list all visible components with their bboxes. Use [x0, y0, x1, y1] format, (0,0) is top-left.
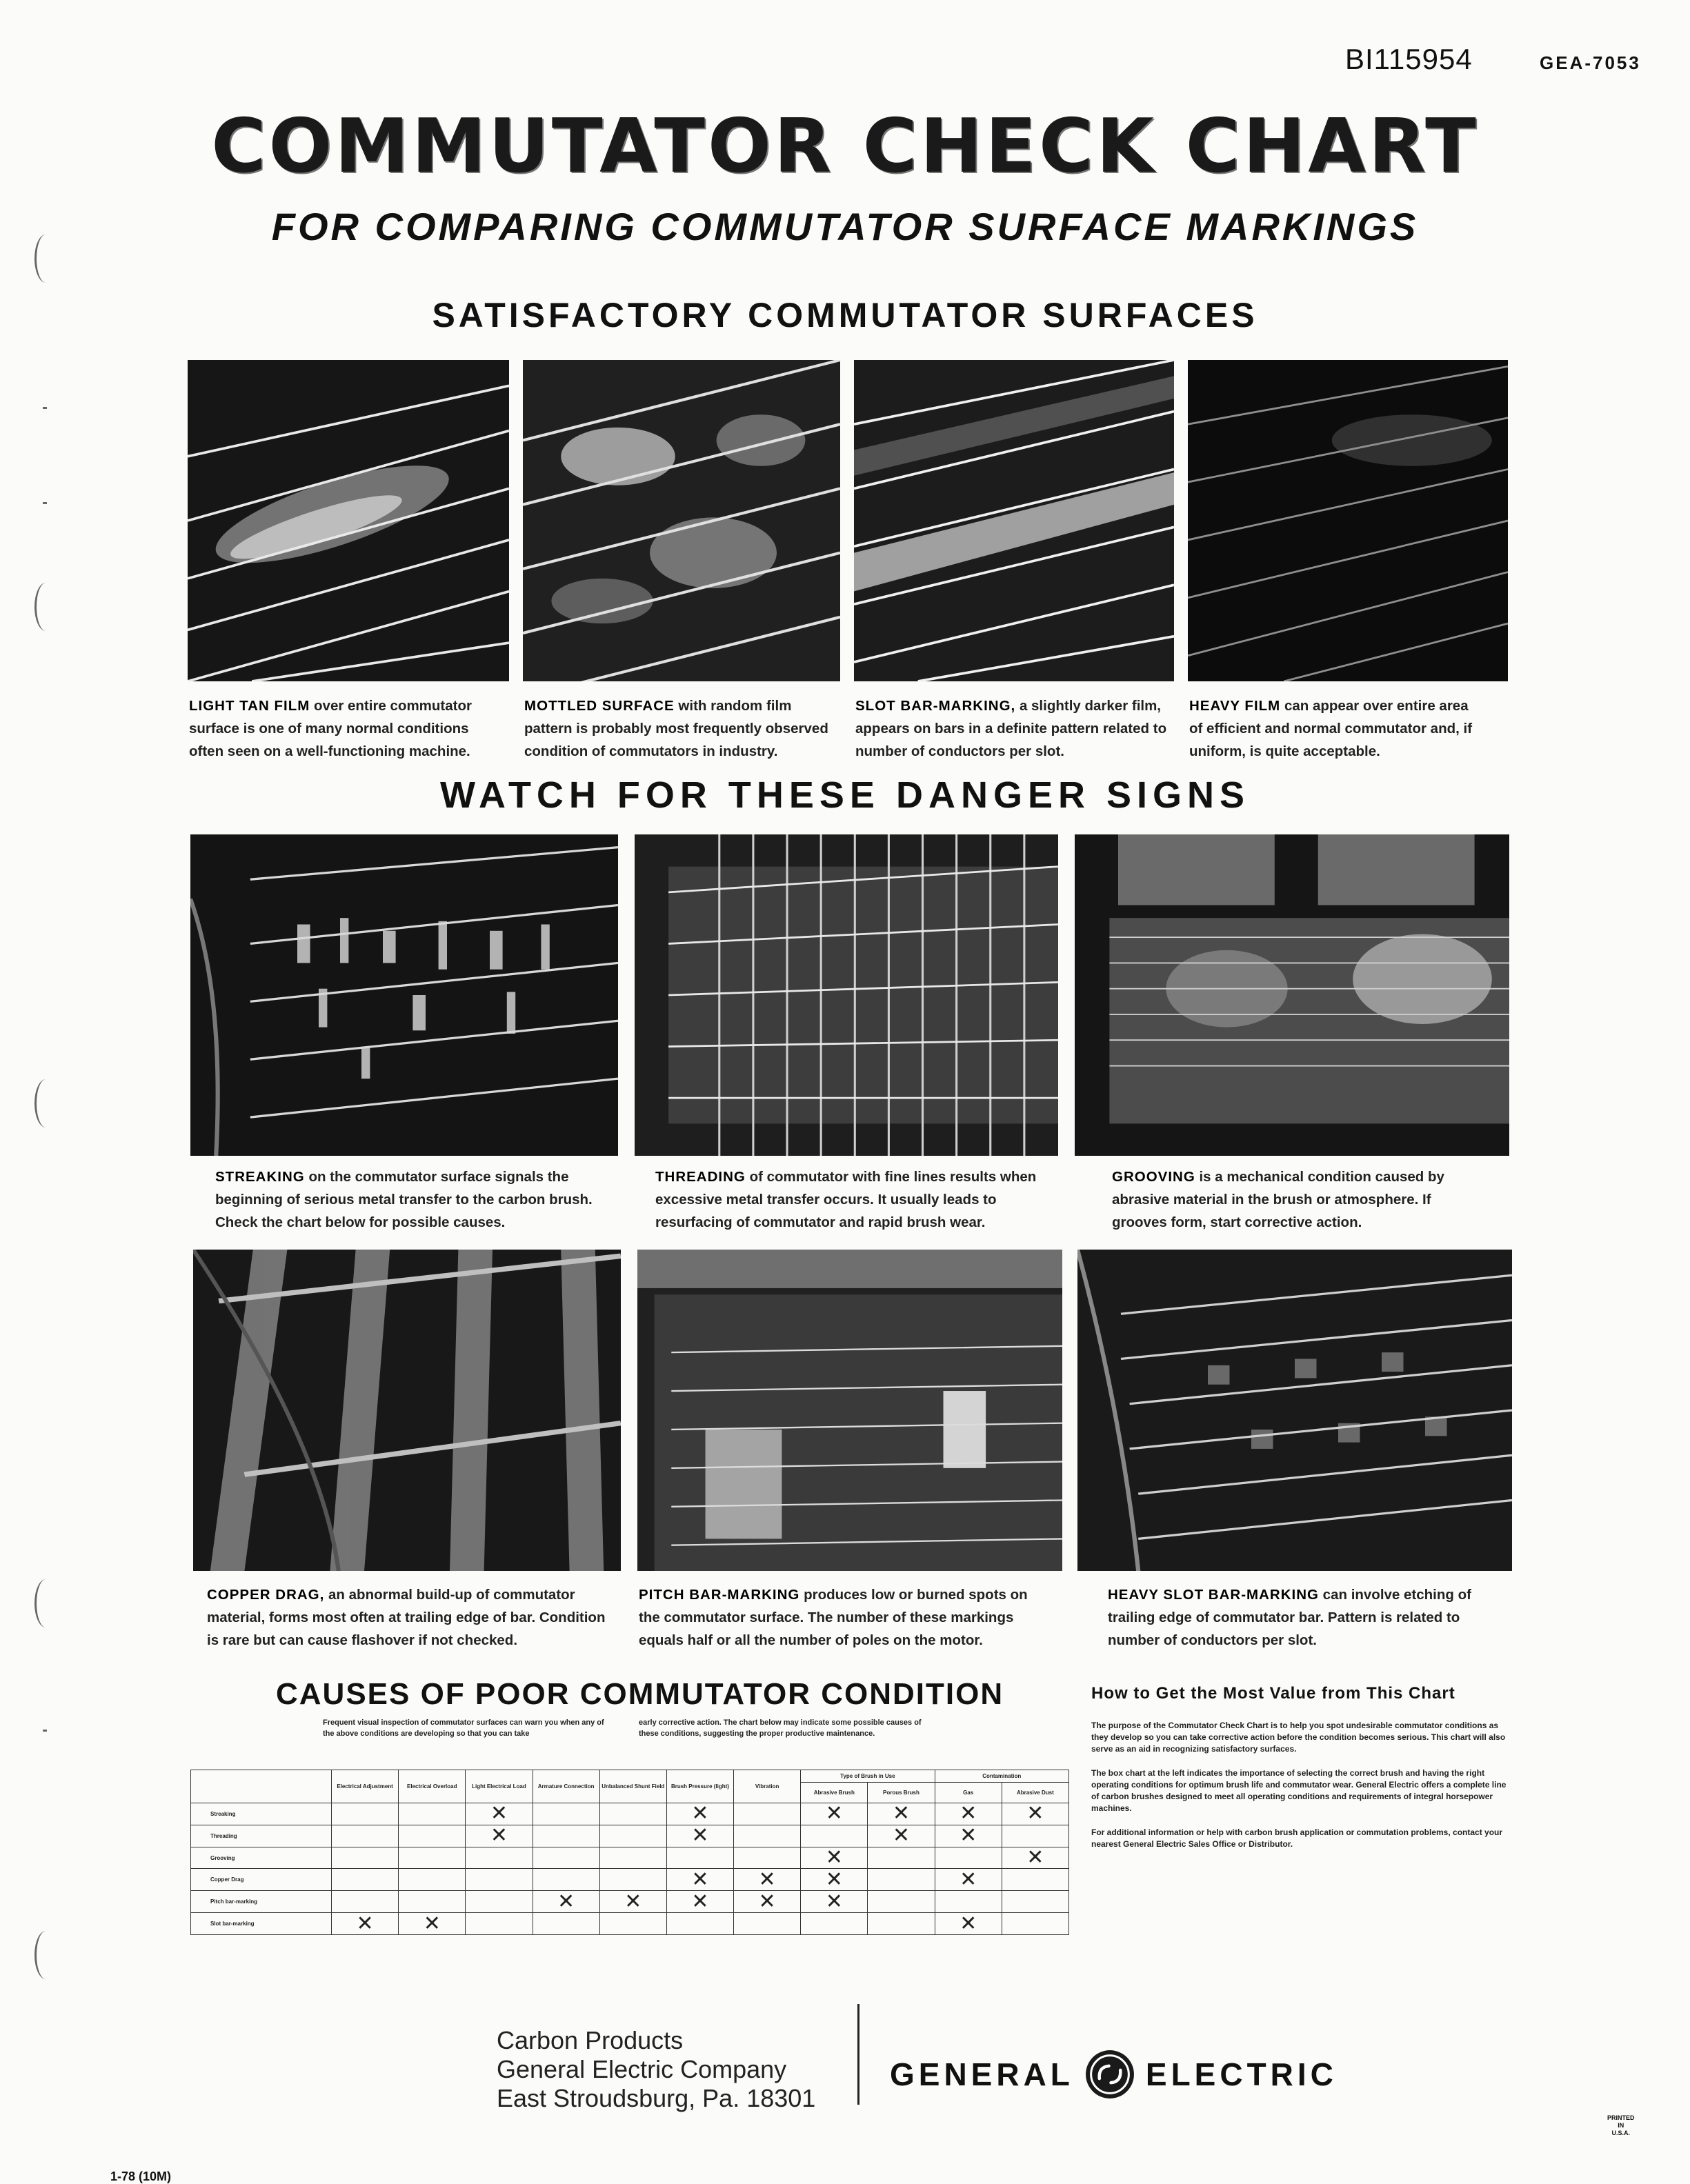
table-cell [466, 1891, 533, 1913]
margin-mark [43, 407, 47, 409]
table-cell [734, 1913, 801, 1935]
table-cell [868, 1847, 935, 1869]
howto-title: How to Get the Most Value from This Chart [1091, 1684, 1455, 1703]
caption-slot-bar-marking [855, 694, 1171, 763]
table-cell [332, 1847, 399, 1869]
howto-paragraph: The box chart at the left indicates the importance of selecting the correct brush and having the right operating conditions for optimum brush life and commutator wear. General Electric offers a complete line of carbon brushes designed to meet all operating conditions and requirements of integral horsepower machines. [1091, 1768, 1507, 1813]
table-cell [533, 1913, 599, 1935]
margin-mark [43, 1730, 47, 1732]
cause-mark: ✕ [666, 1891, 733, 1913]
page-subtitle: FOR COMPARING COMMUTATOR SURFACE MARKINGS [271, 205, 1419, 248]
caption-text: on the commutator surface signals the beginning of serious metal transfer to the carbon brush. Check the chart below for possible causes. [215, 1169, 593, 1230]
howto-paragraph: The purpose of the Commutator Check Chart is to help you spot undesirable commutator conditions as they develop so you can take corrective action before the condition becomes serious. This chart will also serve as an aid in recognizing satisfactory surfaces. [1091, 1721, 1506, 1754]
cause-mark: ✕ [332, 1913, 399, 1935]
footer-divider [857, 2004, 859, 2105]
table-row [191, 1847, 1069, 1869]
cause-mark: ✕ [801, 1847, 868, 1869]
table-cell [734, 1825, 801, 1847]
caption-term: HEAVY FILM [1189, 698, 1281, 714]
howto-paragraph: For additional information or help with carbon brush application or commutation problems, contact your nearest General Electric Sales Office or Distributor. [1091, 1827, 1503, 1849]
table-row [191, 1825, 1069, 1847]
photo-mottled-surface [523, 360, 840, 681]
caption-heavy-slot-bar-marking [1108, 1583, 1480, 1652]
caption-term: GROOVING [1112, 1169, 1195, 1185]
column-header: Armature Connection [533, 1770, 599, 1803]
ge-monogram-logo [1084, 2048, 1136, 2101]
column-header: Gas [935, 1783, 1002, 1803]
printed-line: IN [1618, 2122, 1624, 2129]
column-header: Electrical Adjustment [332, 1770, 399, 1803]
table-cell [599, 1869, 666, 1891]
cause-mark: ✕ [868, 1803, 935, 1825]
ge-brand [890, 2048, 1338, 2101]
caption-copper-drag [207, 1583, 607, 1652]
row-label: Streaking [191, 1803, 332, 1825]
causes-intro-left: Frequent visual inspection of commutator surfaces can warn you when any of the above conditions are developing so that you can take [323, 1719, 604, 1738]
address-line: Carbon Products [497, 2026, 684, 2054]
binder-hole [34, 1931, 57, 1979]
caption-heavy-film [1189, 694, 1479, 763]
cause-mark: ✕ [599, 1891, 666, 1913]
caption-text: is a mechanical condition caused by abrasive material in the brush or atmosphere. If grooves form, start corrective action. [1112, 1169, 1444, 1230]
table-cell [399, 1847, 466, 1869]
caption-term: SLOT BAR-MARKING, [855, 698, 1016, 714]
table-cell [868, 1891, 935, 1913]
table-cell [734, 1803, 801, 1825]
caption-grooving [1112, 1165, 1471, 1234]
cause-mark: ✕ [666, 1803, 733, 1825]
caption-text: over entire commutator surface is one of many normal conditions often seen on a well-functioning machine. [189, 698, 472, 759]
cause-mark: ✕ [801, 1803, 868, 1825]
caption-term: COPPER DRAG, [207, 1587, 325, 1603]
binder-hole [34, 1079, 57, 1128]
table-cell [332, 1891, 399, 1913]
table-cell [466, 1847, 533, 1869]
table-cell [599, 1913, 666, 1935]
cause-mark: ✕ [533, 1891, 599, 1913]
caption-term: MOTTLED SURFACE [524, 698, 675, 714]
table-cell [935, 1891, 1002, 1913]
row-label: Threading [191, 1825, 332, 1847]
photo-light-tan-film [188, 360, 509, 681]
cause-mark: ✕ [801, 1891, 868, 1913]
table-cell [801, 1913, 868, 1935]
column-header: Abrasive Dust [1002, 1783, 1068, 1803]
table-row [191, 1803, 1069, 1825]
caption-light-tan-film [189, 694, 504, 763]
caption-text: produces low or burned spots on the commutator surface. The number of these markings equals half or all the number of poles on the motor. [639, 1587, 1028, 1648]
page-title: COMMUTATOR CHECK CHART [211, 103, 1479, 190]
table-cell [1002, 1913, 1068, 1935]
table-cell [399, 1825, 466, 1847]
table-cell [533, 1847, 599, 1869]
table-cell [332, 1869, 399, 1891]
form-number: GEA-7053 [1540, 52, 1641, 73]
cause-mark: ✕ [935, 1913, 1002, 1935]
photo-heavy-film [1188, 360, 1508, 681]
group-header-brush-type: Type of Brush in Use [801, 1770, 935, 1783]
table-cell [734, 1847, 801, 1869]
causes-intro-right: early corrective action. The chart below may indicate some possible causes of these conditions, suggesting the proper productive maintenance. [639, 1719, 922, 1738]
printed-line: PRINTED [1607, 2114, 1635, 2121]
table-row [191, 1913, 1069, 1935]
address-line: East Stroudsburg, Pa. 18301 [497, 2084, 816, 2112]
cause-mark: ✕ [734, 1869, 801, 1891]
table-cell [868, 1913, 935, 1935]
cause-mark: ✕ [666, 1869, 733, 1891]
photo-streaking [190, 834, 618, 1156]
caption-text: can appear over entire area of efficient and normal commutator and, if uniform, is quite acceptable. [1189, 698, 1473, 759]
table-cell [399, 1869, 466, 1891]
cause-mark: ✕ [868, 1825, 935, 1847]
caption-text: an abnormal build-up of commutator material, forms most often at trailing edge of bar. Condition is rare but can cause flashover if not checked. [207, 1587, 606, 1648]
photo-grooving [1075, 834, 1509, 1156]
cause-mark: ✕ [399, 1913, 466, 1935]
table-cell [666, 1913, 733, 1935]
table-cell [399, 1891, 466, 1913]
cause-mark: ✕ [935, 1803, 1002, 1825]
row-label: Pitch bar-marking [191, 1891, 332, 1913]
table-cell [533, 1869, 599, 1891]
table-cell [599, 1847, 666, 1869]
caption-term: THREADING [655, 1169, 746, 1185]
address-line: General Electric Company [497, 2055, 787, 2083]
table-cell [666, 1847, 733, 1869]
binder-hole [34, 1579, 57, 1627]
caption-text: can involve etching of trailing edge of commutator bar. Pattern is related to number of conductors per slot. [1108, 1587, 1471, 1648]
caption-term: LIGHT TAN FILM [189, 698, 310, 714]
table-row [191, 1891, 1069, 1913]
printed-line: U.S.A. [1611, 2130, 1631, 2136]
causes-table [190, 1770, 1069, 1935]
section-heading-danger: WATCH FOR THESE DANGER SIGNS [439, 774, 1251, 816]
table-cell [801, 1825, 868, 1847]
cause-mark: ✕ [935, 1869, 1002, 1891]
row-label: Grooving [191, 1847, 332, 1869]
table-cell [1002, 1891, 1068, 1913]
brand-left: GENERAL [890, 2056, 1074, 2092]
group-header-contamination: Contamination [935, 1770, 1068, 1783]
print-code: 1-78 (10M) [110, 2170, 172, 2183]
cause-mark: ✕ [666, 1825, 733, 1847]
cause-mark: ✕ [1002, 1847, 1068, 1869]
causes-heading: CAUSES OF POOR COMMUTATOR CONDITION [276, 1677, 1004, 1711]
photo-pitch-bar-marking [637, 1250, 1062, 1571]
table-cell [868, 1869, 935, 1891]
cause-mark: ✕ [734, 1891, 801, 1913]
caption-term: PITCH BAR-MARKING [639, 1587, 800, 1603]
caption-streaking [215, 1165, 593, 1234]
caption-text: with random film pattern is probably most frequently observed condition of commutators in industry. [524, 698, 828, 759]
table-cell [1002, 1869, 1068, 1891]
cause-mark: ✕ [466, 1803, 533, 1825]
brand-right: ELECTRIC [1145, 2056, 1338, 2092]
table-cell [533, 1803, 599, 1825]
table-row [191, 1869, 1069, 1891]
photo-copper-drag [193, 1250, 621, 1571]
caption-text: a slightly darker film, appears on bars in a definite pattern related to number of conductors per slot. [855, 698, 1167, 759]
photo-threading [635, 834, 1058, 1156]
column-header: Abrasive Brush [801, 1783, 868, 1803]
howto-text [1091, 1720, 1507, 1863]
table-cell [533, 1825, 599, 1847]
caption-term: HEAVY SLOT BAR-MARKING [1108, 1587, 1319, 1603]
table-cell [599, 1825, 666, 1847]
column-header: Light Electrical Load [466, 1770, 533, 1803]
caption-threading [655, 1165, 1042, 1234]
address-block [497, 2026, 815, 2113]
caption-text: of commutator with fine lines results when excessive metal transfer occurs. It usually leads to resurfacing of commutator and rapid brush wear. [655, 1169, 1037, 1230]
cause-mark: ✕ [466, 1825, 533, 1847]
margin-mark [43, 502, 47, 504]
table-cell [935, 1847, 1002, 1869]
column-header: Vibration [734, 1770, 801, 1803]
photo-slot-bar-marking [854, 360, 1174, 681]
cause-mark: ✕ [935, 1825, 1002, 1847]
printed-in-usa [1607, 2114, 1635, 2137]
row-label: Copper Drag [191, 1869, 332, 1891]
column-header: Electrical Overload [399, 1770, 466, 1803]
column-header: Unbalanced Shunt Field [599, 1770, 666, 1803]
cause-mark: ✕ [801, 1869, 868, 1891]
table-cell [1002, 1825, 1068, 1847]
column-header: Brush Pressure (light) [666, 1770, 733, 1803]
binder-hole [34, 583, 57, 631]
table-cell [466, 1869, 533, 1891]
cause-mark: ✕ [1002, 1803, 1068, 1825]
document-id: BI115954 [1345, 43, 1473, 75]
table-cell [332, 1803, 399, 1825]
table-cell [466, 1913, 533, 1935]
column-header: Porous Brush [868, 1783, 935, 1803]
caption-mottled-surface [524, 694, 839, 763]
table-cell [332, 1825, 399, 1847]
photo-heavy-slot-bar-marking [1077, 1250, 1512, 1571]
table-corner [191, 1770, 332, 1803]
caption-term: STREAKING [215, 1169, 305, 1185]
table-cell [399, 1803, 466, 1825]
section-heading-satisfactory: SATISFACTORY COMMUTATOR SURFACES [432, 296, 1258, 334]
row-label: Slot bar-marking [191, 1913, 332, 1935]
table-cell [599, 1803, 666, 1825]
caption-pitch-bar-marking [639, 1583, 1053, 1652]
